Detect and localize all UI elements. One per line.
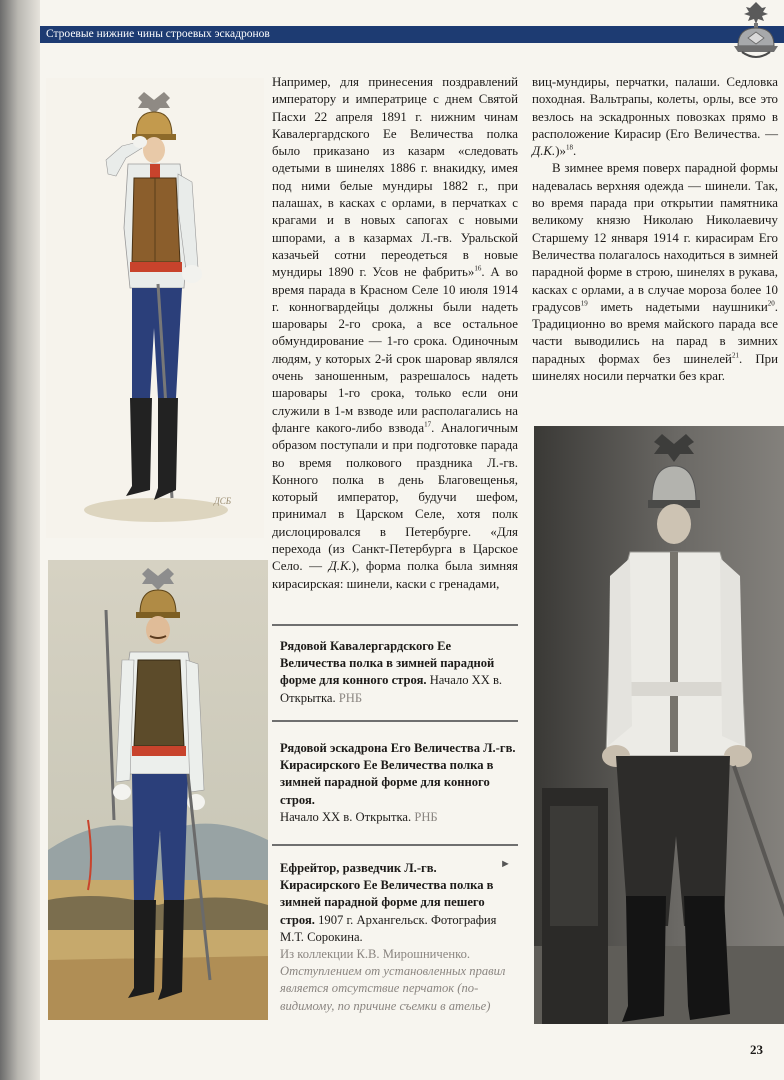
- caption-photograph: Ефрейтор, разведчик Л.-гв. Кирасирского Ее Величества полка в зимней парадной форме для пешего строя. 1907 г. Архангельск. Фотография М.Т. Сорокина. Из коллекции К.В. Мирошниченко. Отступлением от установленных правил является отсутствие перчаток (по-видимому, по причине съемки в ателье): [280, 861, 506, 1013]
- footnote-ref: 16: [474, 264, 482, 273]
- paragraph: Например, для принесения поздравлений императору и императрице с днем Святой Пасхи 22 апреля 1891 г. нижним чинам Кавалергардского Ее Величества полка было приказано из казарм «следовать одетыми в шинелях 1886 г. внакидку, имея под ними белые мундиры 1882 г., при палашах, в касках с орлами, в перчатках с крагами и в новых сапогах с новыми шпорами, а в казармах Л.-гв. Уральской казачьей сотни переодеться в новые мундиры 1890 г. Усов не фабрить»$^{16}$. А во время парада в Красном Селе 10 июля 1914 г. конногвардейцы должны были надеть шаровары 2-го срока, а все остальное обмундирование — 1-го срока. Одиночным людям, у которых 2-й срок шаровар являлся очень заношенным, разрешалось надеть шаровары 1-го срока, только если они служили в 1-м взводе или располагались на фланге какого-либо взвода$^{17}$. Аналогичным образом поступали и при подготовке парада во время полкового праздника Л.-гв. Конного полка в день Благовещенья, который император, будучи шефом, принимал в Царском Селе, хотя полк дислоцировался в Петербурге. «Для перехода (из Санкт-Петербурга в Царское Село. — Д.К.), форма полка была зимняя кирасирская: шинели, каски с гренадами,: [272, 75, 519, 591]
- running-header-title: Строевые нижние чины строевых эскадронов: [46, 28, 270, 40]
- caption-divider: [272, 844, 518, 846]
- running-header-band: [40, 26, 784, 43]
- book-page: [40, 0, 784, 1080]
- arrow-right-icon: ►: [500, 858, 511, 870]
- footnote-ref: 21: [731, 351, 739, 360]
- text-column-right: [532, 74, 778, 385]
- text-column-middle: [272, 74, 518, 593]
- footnote-ref: 17: [424, 420, 432, 429]
- helmet-emblem-icon: [728, 0, 784, 66]
- paragraph: виц-мундиры, перчатки, палаши. Седловка походная. Вальтрапы, колеты, орлы, все это везлось на эскадронных повозках прямо в расположение Кирасир (Его Величества. — Д.К.)»$^{18}$.: [532, 75, 778, 159]
- caption-divider: [272, 720, 518, 722]
- footnote-ref: 19: [580, 299, 588, 308]
- illustration-chevalier-guard: [46, 78, 264, 538]
- caption-divider: [272, 624, 518, 626]
- caption-illustration-1: Рядовой Кавалергардского Ее Величества полка в зимней парадной форме для конного строя. Начало XX в. Открытка. РНБ: [280, 639, 503, 705]
- caption-illustration-2: Рядовой эскадрона Его Величества Л.-гв. Кирасирского Ее Величества полка в зимней парадной форме для конного строя. Начало XX в. Открытка. РНБ: [280, 741, 516, 824]
- book-spine: [0, 0, 40, 1080]
- footnote-ref: 18: [565, 143, 573, 152]
- page-number: 23: [750, 1042, 763, 1057]
- photograph-corporal: [534, 426, 784, 1024]
- illustration-cuirassier: [48, 560, 268, 1020]
- illustration-signature: ДСБ: [214, 496, 232, 506]
- paragraph: В зимнее время поверх парадной формы надевалась верхняя одежда — шинели. Так, во время парада при открытии памятника великому князю Николаю Николаевичу Старшему 12 января 1914 г. кирасирам Его Величества полагалось находиться в зимней парадной форме в строю, шинелях в рукава, касках с орлами, а в случае мороза более 10 градусов$^{19}$ иметь надетыми наушники$^{20}$. Традиционно во время майского парада все части выводились на парад в зимних парадных формах без шинелей$^{21}$. При шинелях носили перчатки без краг.: [532, 161, 778, 384]
- footnote-ref: 20: [767, 299, 775, 308]
